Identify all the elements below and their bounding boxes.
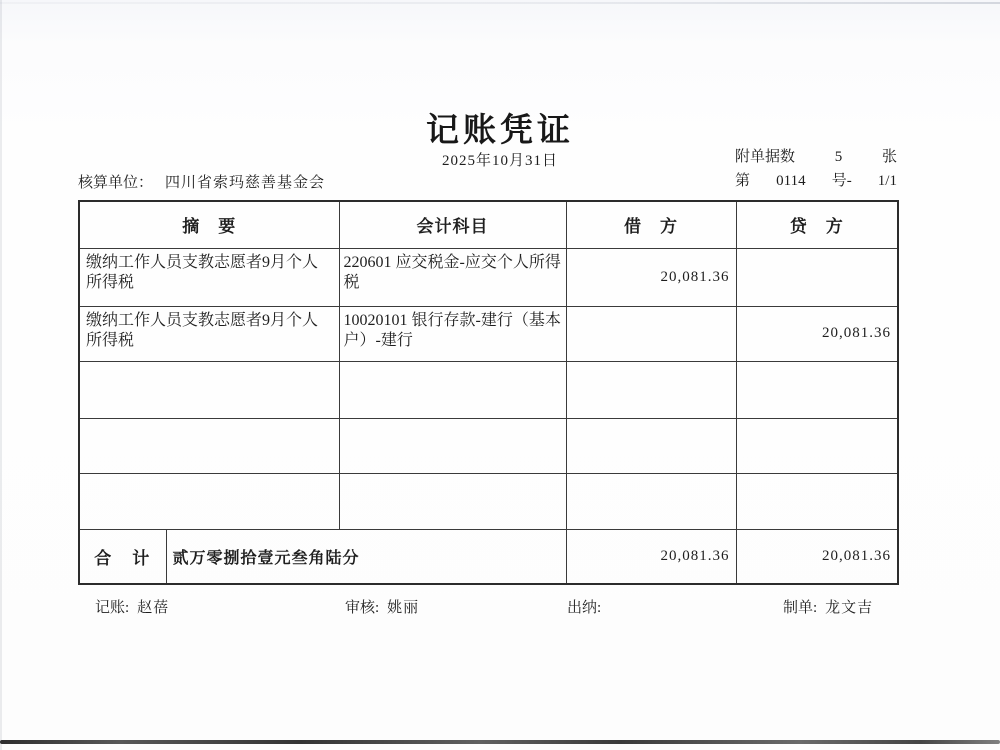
summary-cell — [79, 418, 339, 473]
accounting-unit-name: 四川省索玛慈善基金会 — [165, 175, 326, 191]
total-credit-cell: 20,081.36 — [736, 529, 898, 584]
summary-cell: 缴纳工作人员支教志愿者9月个人所得税 — [79, 248, 339, 306]
total-row — [79, 529, 898, 584]
debit-cell — [566, 361, 736, 418]
attachment-unit: 张 — [881, 149, 897, 165]
debit-cell — [566, 306, 736, 361]
voucher-number: 0114 — [776, 173, 806, 189]
table-header-row — [79, 201, 898, 248]
scan-edge-top — [0, 2, 1000, 4]
credit-cell — [736, 418, 898, 473]
header-credit: 贷 方 — [736, 201, 898, 248]
header-account: 会计科目 — [339, 201, 566, 248]
attachment-count-row — [735, 145, 897, 169]
account-cell — [339, 473, 566, 529]
debit-cell — [566, 418, 736, 473]
reviewer-signature — [345, 596, 419, 617]
voucher-table — [78, 200, 899, 585]
bookkeeper-signature — [95, 596, 169, 617]
summary-cell — [79, 361, 339, 418]
preparer-signature — [783, 596, 873, 617]
bookkeeper-name: 赵蓓 — [137, 600, 170, 616]
reviewer-label: 审核: — [345, 600, 380, 616]
scan-paper-edge — [0, 740, 1000, 744]
total-debit-cell: 20,081.36 — [566, 529, 736, 584]
cashier-signature — [567, 596, 609, 617]
table-row — [79, 306, 898, 361]
bookkeeper-label: 记账: — [95, 600, 130, 616]
attachment-label: 附单据数 — [735, 149, 796, 165]
attachment-count: 5 — [834, 149, 843, 165]
preparer-name: 龙文吉 — [825, 600, 874, 616]
account-cell: 220601 应交税金-应交个人所得税 — [339, 248, 566, 306]
voucher-date: 2025年10月31日 — [441, 153, 558, 169]
debit-cell: 20,081.36 — [566, 248, 736, 306]
credit-cell — [736, 473, 898, 529]
signature-row — [0, 596, 1000, 620]
voucher-number-prefix: 第 — [735, 173, 751, 189]
voucher-number-row — [735, 169, 897, 193]
preparer-label: 制单: — [783, 600, 818, 616]
total-amount-in-words: 贰万零捌拾壹元叁角陆分 — [166, 529, 566, 584]
credit-cell — [736, 361, 898, 418]
credit-cell: 20,081.36 — [736, 306, 898, 361]
table-row — [79, 418, 898, 473]
page-title: 记账凭证 — [426, 113, 574, 149]
account-cell — [339, 418, 566, 473]
summary-cell — [79, 473, 339, 529]
voucher-number-suffix: 号- — [831, 173, 852, 189]
account-cell — [339, 361, 566, 418]
cashier-label: 出纳: — [567, 600, 602, 616]
accounting-unit-line — [78, 171, 325, 192]
debit-cell — [566, 473, 736, 529]
table-row — [79, 473, 898, 529]
credit-cell — [736, 248, 898, 306]
accounting-unit-label: 核算单位： — [78, 175, 154, 191]
header-summary: 摘 要 — [79, 201, 339, 248]
summary-cell: 缴纳工作人员支教志愿者9月个人所得税 — [79, 306, 339, 361]
total-label: 合 计 — [79, 529, 166, 584]
header-debit: 借 方 — [566, 201, 736, 248]
table-row — [79, 361, 898, 418]
voucher-page-indicator: 1/1 — [877, 173, 897, 189]
table-row — [79, 248, 898, 306]
account-cell: 10020101 银行存款-建行（基本户）-建行 — [339, 306, 566, 361]
reviewer-name: 姚丽 — [387, 600, 420, 616]
voucher-meta — [735, 145, 897, 193]
